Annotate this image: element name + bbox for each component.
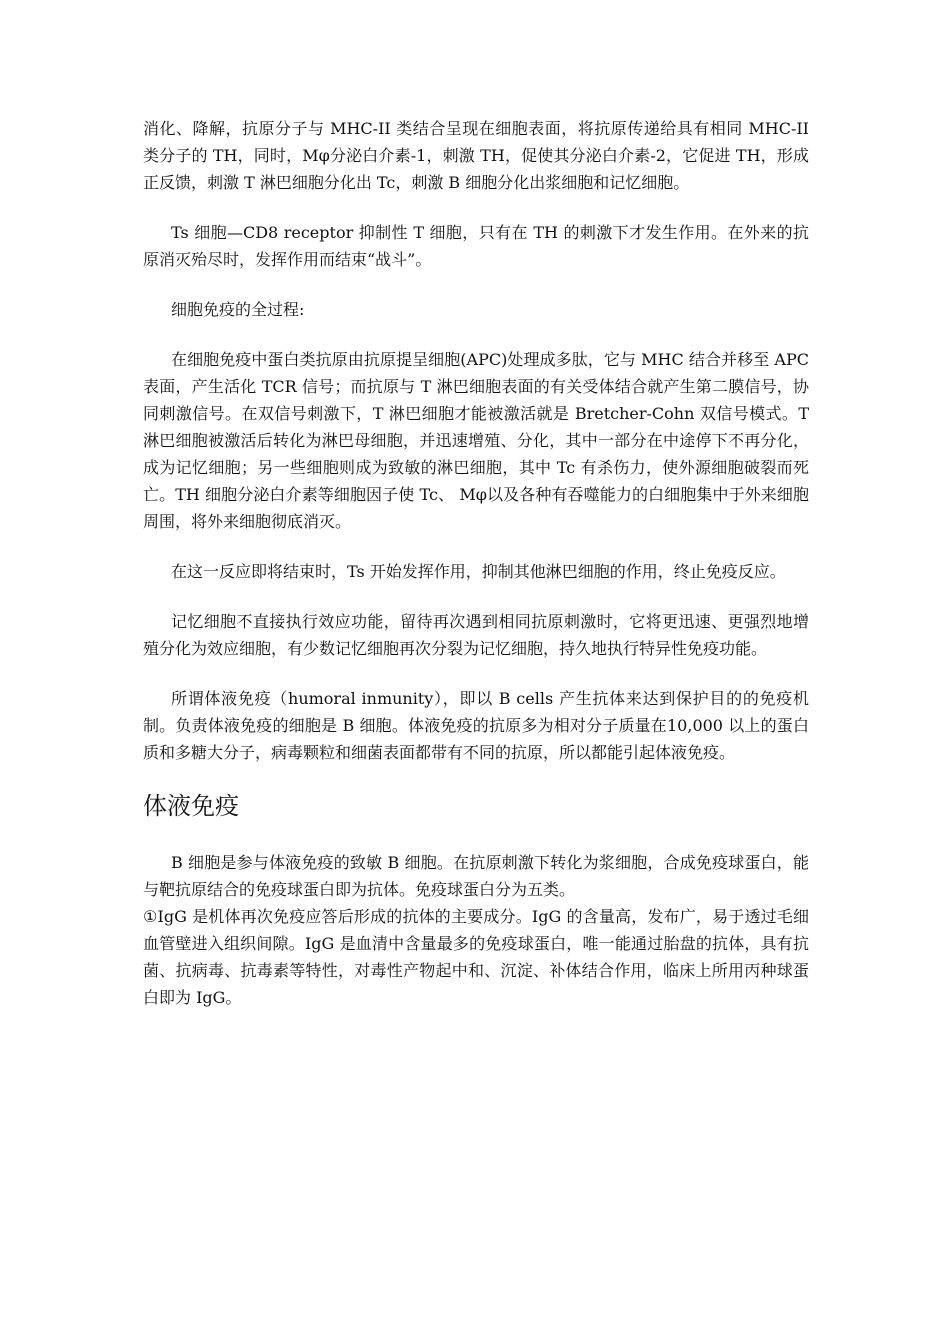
document-body (143, 115, 809, 1011)
paragraph-cellular-immunity-label: 细胞免疫的全过程: (171, 300, 305, 319)
paragraph-memory-cells: 记忆细胞不直接执行效应功能，留待再次遇到相同抗原刺激时，它将更迅速、更强烈地增殖分化为效应细胞，有少数记忆细胞再次分裂为记忆细胞，持久地执行特异性免疫功能。 (143, 612, 809, 658)
paragraph-cellular-immunity-process: 在细胞免疫中蛋白类抗原由抗原提呈细胞(APC)处理成多肽，它与 MHC 结合并移至 APC 表面，产生活化 TCR 信号；而抗原与 T 淋巴细胞表面的有关受体结合就产生第二膜信号，协同刺激信号。在双信号刺激下，T 淋巴细胞才能被激活就是 Bretcher-Cohn 双信号模式。T 淋巴细胞被激活后转化为淋巴母细胞，并迅速增殖、分化，其中一部分在中途停下不再分化，成为记忆细胞；另一些细胞则成为致敏的淋巴细胞，其中 Tc 有杀伤力，使外源细胞破裂而死亡。TH 细胞分泌白介素等细胞因子使 Tc、 Mφ以及各种有吞噬能力的白细胞集中于外来细胞周围，将外来细胞彻底消灭。 (143, 350, 809, 531)
paragraph-antigen-presentation: 消化、降解，抗原分子与 MHC-II 类结合呈现在细胞表面，将抗原传递给具有相同 MHC-II 类分子的 TH，同时，Mφ分泌白介素-1，刺激 TH，促使其分泌白介素-2，它促进 TH，形成正反馈，刺激 T 淋巴细胞分化出 Tc，刺激 B 细胞分化出浆细胞和记忆细胞。 (143, 119, 809, 192)
paragraph-igg: ①IgG 是机体再次免疫应答后形成的抗体的主要成分。IgG 的含量高，发布广，易于透过毛细血管壁进入组织间隙。IgG 是血清中含量最多的免疫球蛋白，唯一能通过胎盘的抗体，具有抗菌、抗病毒、抗毒素等特性，对毒性产物起中和、沉淀、补体结合作用，临床上所用丙种球蛋白即为 IgG。 (143, 907, 809, 1007)
section-heading-humoral-immunity: 体液免疫 (143, 792, 239, 820)
paragraph-ts-cells: Ts 细胞—CD8 receptor 抑制性 T 细胞，只有在 TH 的刺激下才发生作用。在外来的抗原消灭殆尽时，发挥作用而结束“战斗”。 (143, 223, 809, 269)
paragraph-humoral-immunity-intro: 所谓体液免疫（humoral inmunity），即以 B cells 产生抗体来达到保护目的的免疫机制。负责体液免疫的细胞是 B 细胞。体液免疫的抗原多为相对分子质量在10,000 以上的蛋白质和多糖大分子，病毒颗粒和细菌表面都带有不同的抗原，所以都能引起体液免疫。 (143, 689, 809, 762)
paragraph-reaction-end: 在这一反应即将结束时，Ts 开始发挥作用，抑制其他淋巴细胞的作用，终止免疫反应。 (171, 562, 786, 581)
paragraph-b-cells: B 细胞是参与体液免疫的致敏 B 细胞。在抗原刺激下转化为浆细胞，合成免疫球蛋白，能与靶抗原结合的免疫球蛋白即为抗体。免疫球蛋白分为五类。 (143, 853, 809, 899)
